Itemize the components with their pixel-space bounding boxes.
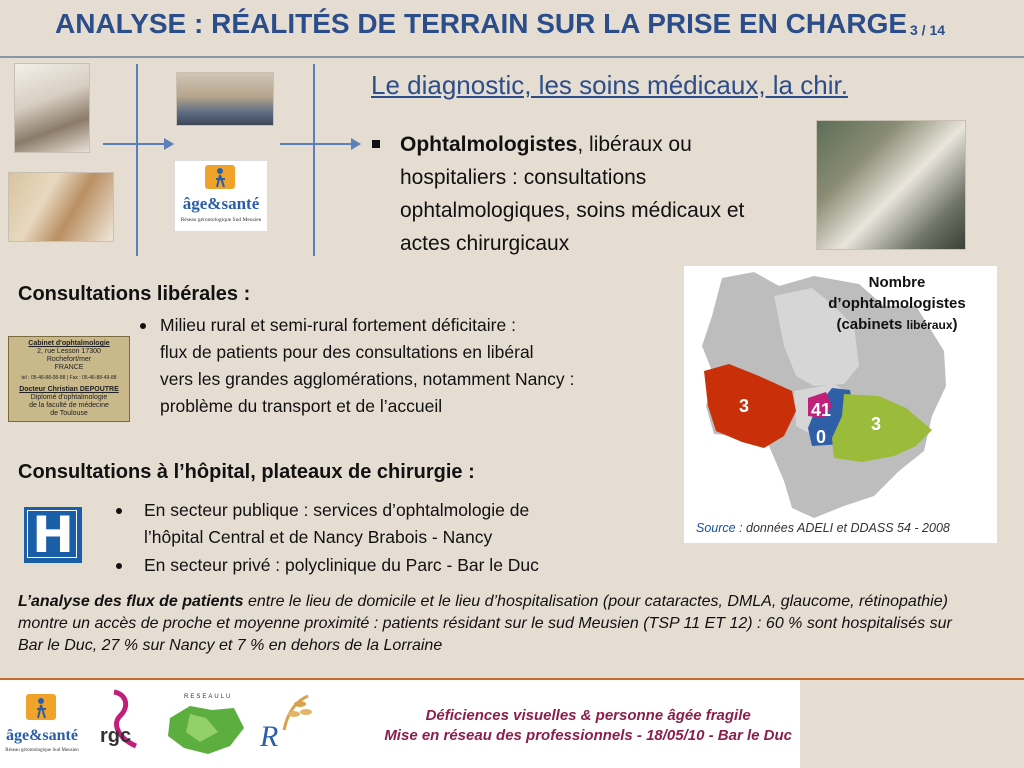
flow-line-left (136, 64, 138, 256)
footer-line: Mise en réseau des professionnels - 18/05/10 - Bar le Duc (384, 727, 792, 744)
analysis-text: entre le lieu de domicile et le lieu d’hospitalisation (pour cataractes, DMLA, glaucome, rétinopathie) montre un accès de proche et moyenne proximité : patients résidant sur le sud Meusien (TSP 11 ET 12) : 60 % sont hospitalisés sur Bar le Duc, 27 % sur Nancy et 7 % en dehors de la Lorraine (18, 593, 952, 654)
ophtalmologist-bullet (372, 128, 792, 260)
arrow-right-icon (351, 138, 361, 150)
age-sante-logo-subtitle: Réseau gérontologique Sud Meusien (180, 217, 262, 223)
ophthalmologist-map (684, 266, 997, 543)
footer (0, 680, 800, 768)
flow-arrow-right (280, 143, 353, 145)
rgc-logo-text: rgc (100, 725, 132, 747)
plaque-line: Rochefort/mer (46, 356, 92, 363)
hospital-bullet (116, 497, 656, 551)
reseaulu-logo-icon (160, 688, 250, 762)
cabinet-plaque (8, 336, 130, 422)
map-source-text: données ADELI et DDASS 54 - 2008 (746, 521, 950, 535)
plaque-line: Cabinet d'ophtalmologie (28, 340, 110, 347)
flow-arrow-left (103, 143, 166, 145)
analysis-strong: L’analyse des flux de patients (18, 593, 244, 610)
page-number: 3 / 14 (910, 22, 946, 38)
liberal-line: Milieu rural et semi-rural fortement déficitaire : (160, 315, 516, 335)
section-subtitle: Le diagnostic, les soins médicaux, la chir. (371, 70, 848, 100)
liberal-line: vers les grandes agglomérations, notamment Nancy : (160, 369, 575, 389)
hospital-icon-letter: H (32, 506, 74, 564)
age-sante-logo (174, 160, 268, 232)
map-label-center-top: 41 (810, 400, 832, 420)
liberal-line: flux de patients pour des consultations en libéral (160, 342, 534, 362)
map-label-east: 3 (870, 414, 882, 434)
map-source (696, 521, 950, 535)
age-sante-logo-text: âge&santé (182, 194, 260, 213)
plaque-line: de la faculté de médecine (29, 402, 109, 409)
map-source-prefix: Source : (696, 521, 747, 535)
plaque-line: tel : 05-46-88-08-88 | Fax : 05-46-88-49-88 (21, 375, 117, 381)
age-sante-footer-logo-icon (2, 690, 82, 760)
footer-logo-text: âge&santé (6, 727, 78, 744)
liberal-line: problème du transport et de l’accueil (160, 396, 443, 416)
liberal-bullet (140, 312, 680, 420)
family-photo (8, 172, 114, 242)
footer-right-area (800, 680, 1024, 768)
map-title (807, 272, 987, 336)
hospital-line: En secteur publique : services d’ophtalmologie de (144, 500, 530, 520)
doctor-photo (176, 72, 274, 126)
map-label-west: 3 (738, 396, 750, 416)
bullet-text: , libéraux ou hospitaliers : consultations ophtalmologiques, soins médicaux et actes chirurgicaux (400, 133, 745, 255)
arrow-right-icon (164, 138, 174, 150)
rgc-logo-icon (96, 686, 156, 764)
age-sante-logo-icon (175, 161, 267, 231)
flow-line-right (313, 64, 315, 256)
map-label-center-bottom: 0 (815, 427, 827, 447)
map-title-line (807, 314, 987, 336)
plaque-line: FRANCE (54, 364, 84, 371)
slide-title: ANALYSE : RÉALITÉS DE TERRAIN SUR LA PRISE EN CHARGE (55, 8, 908, 39)
footer-logo-subtitle: Réseau gérontologique Sud Meusien (5, 748, 79, 753)
map-title-line: d’ophtalmologistes (828, 295, 966, 312)
round-bullet-icon (140, 323, 146, 329)
elderly-reading-photo (14, 63, 90, 153)
map-title-line: Nombre (868, 274, 926, 291)
footer-caption (384, 706, 792, 746)
plaque-line: 2, rue Lesson 17300 (37, 348, 101, 355)
title-divider (0, 56, 1024, 58)
bullet-strong: Ophtalmologistes (400, 133, 578, 156)
geronto-logo-icon (254, 690, 318, 760)
hospital-line: l’hôpital Central et de Nancy Brabois - Nancy (144, 527, 493, 547)
plaque-line: de Toulouse (50, 410, 88, 417)
reseaulu-logo-text: RESEAULU (184, 694, 233, 700)
ophthalmologist-photo (816, 120, 966, 250)
analysis-paragraph (18, 591, 978, 657)
plaque-line: Docteur Christian DEPOUTRE (19, 386, 119, 393)
map-title-part: libéraux (906, 318, 953, 332)
map-title-part: ) (952, 316, 958, 333)
hospital-icon (24, 507, 82, 563)
square-bullet-icon (372, 140, 380, 148)
map-title-part: (cabinets (836, 316, 907, 333)
geronto-logo-text: R (260, 720, 279, 753)
hospital-bullet (116, 552, 656, 579)
hospital-line: En secteur privé : polyclinique du Parc - Bar le Duc (144, 555, 539, 575)
liberal-heading: Consultations libérales : (18, 283, 251, 305)
plaque-line: Diplomé d'ophtalmologie (30, 394, 108, 401)
hospital-heading: Consultations à l’hôpital, plateaux de chirurgie : (18, 461, 475, 483)
round-bullet-icon (116, 508, 122, 514)
footer-line: Déficiences visuelles & personne âgée fragile (425, 707, 751, 724)
round-bullet-icon (116, 563, 122, 569)
